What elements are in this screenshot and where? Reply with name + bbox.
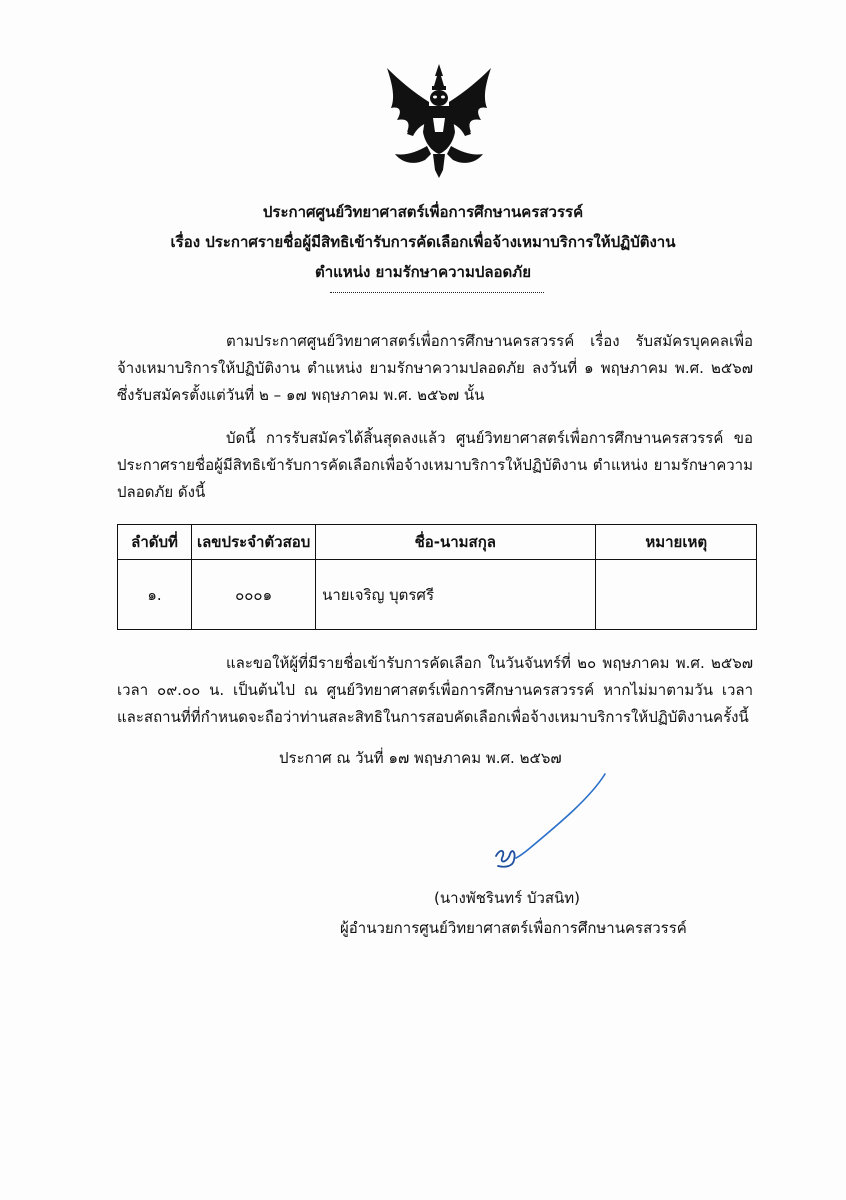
cell-name: นายเจริญ บุตรศรี [316,560,596,630]
cell-remark [596,560,757,630]
header-divider [330,292,544,293]
announce-date: ประกาศ ณ วันที่ ๑๗ พฤษภาคม พ.ศ. ๒๕๖๗ [279,749,562,767]
column-header-order: ลำดับที่ [118,525,192,560]
paragraph-announcement-text: บัดนี้ การรับสมัครได้สิ้นสุดลงแล้ว ศูนย์วิทยาศาสตร์เพื่อการศึกษานครสวรรค์ ขอประกาศรายชื่อผู้มีสิทธิเข้ารับการคัดเลือกเพื่อจ้างเหมาบริการให้ปฏิบัติงาน ตำแหน่ง ยามรักษาความปลอดภัย ดังนี้ [117,429,753,501]
cell-order: ๑. [118,560,192,630]
paragraph-announcement [117,425,753,506]
paragraph-background-text: ตามประกาศศูนย์วิทยาศาสตร์เพื่อการศึกษานครสวรรค์ เรื่อง รับสมัครบุคคลเพื่อจ้างเหมาบริการให้ปฏิบัติงาน ตำแหน่ง ยามรักษาความปลอดภัย ลงวันที่ ๑ พฤษภาคม พ.ศ. ๒๕๖๗ ซึ่งรับสมัครตั้งแต่วันที่ ๒ – ๑๗ พฤษภาคม พ.ศ. ๒๕๖๗ นั้น [117,332,753,404]
candidate-table [117,524,757,630]
announcement-position: ตำแหน่ง ยามรักษาความปลอดภัย [315,263,531,281]
column-header-name: ชื่อ-นามสกุล [316,525,596,560]
garuda-emblem-icon [383,62,495,180]
paragraph-instructions [117,650,753,731]
paragraph-instructions-text: และขอให้ผู้ที่มีรายชื่อเข้ารับการคัดเลือก ในวันจันทร์ที่ ๒๐ พฤษภาคม พ.ศ. ๒๕๖๗ เวลา ๐๙.๐๐ น. เป็นต้นไป ณ ศูนย์วิทยาศาสตร์เพื่อการศึกษานครสวรรค์ หากไม่มาตามวัน เวลา และสถานที่ที่กำหนดจะถือว่าท่านสละสิทธิในการสอบคัดเลือกเพื่อจ้างเหมาบริการให้ปฏิบัติงานครั้งนี้ [117,654,753,726]
announcement-title: ประกาศศูนย์วิทยาศาสตร์เพื่อการศึกษานครสวรรค์ [262,203,584,221]
handwritten-signature-icon [480,768,620,878]
paragraph-background [117,328,753,409]
signer-name: (นางพัชรินทร์ บัวสนิท) [434,889,581,907]
column-header-remark: หมายเหตุ [596,525,757,560]
announcement-subject: เรื่อง ประกาศรายชื่อผู้มีสิทธิเข้ารับการคัดเลือกเพื่อจ้างเหมาบริการให้ปฏิบัติงาน [170,233,676,251]
cell-exam-id: ๐๐๐๑ [192,560,316,630]
table-row [118,560,757,630]
table-header-row [118,525,757,560]
column-header-exam-id: เลขประจำตัวสอบ [192,525,316,560]
signer-title: ผู้อำนวยการศูนย์วิทยาศาสตร์เพื่อการศึกษานครสวรรค์ [340,919,687,937]
